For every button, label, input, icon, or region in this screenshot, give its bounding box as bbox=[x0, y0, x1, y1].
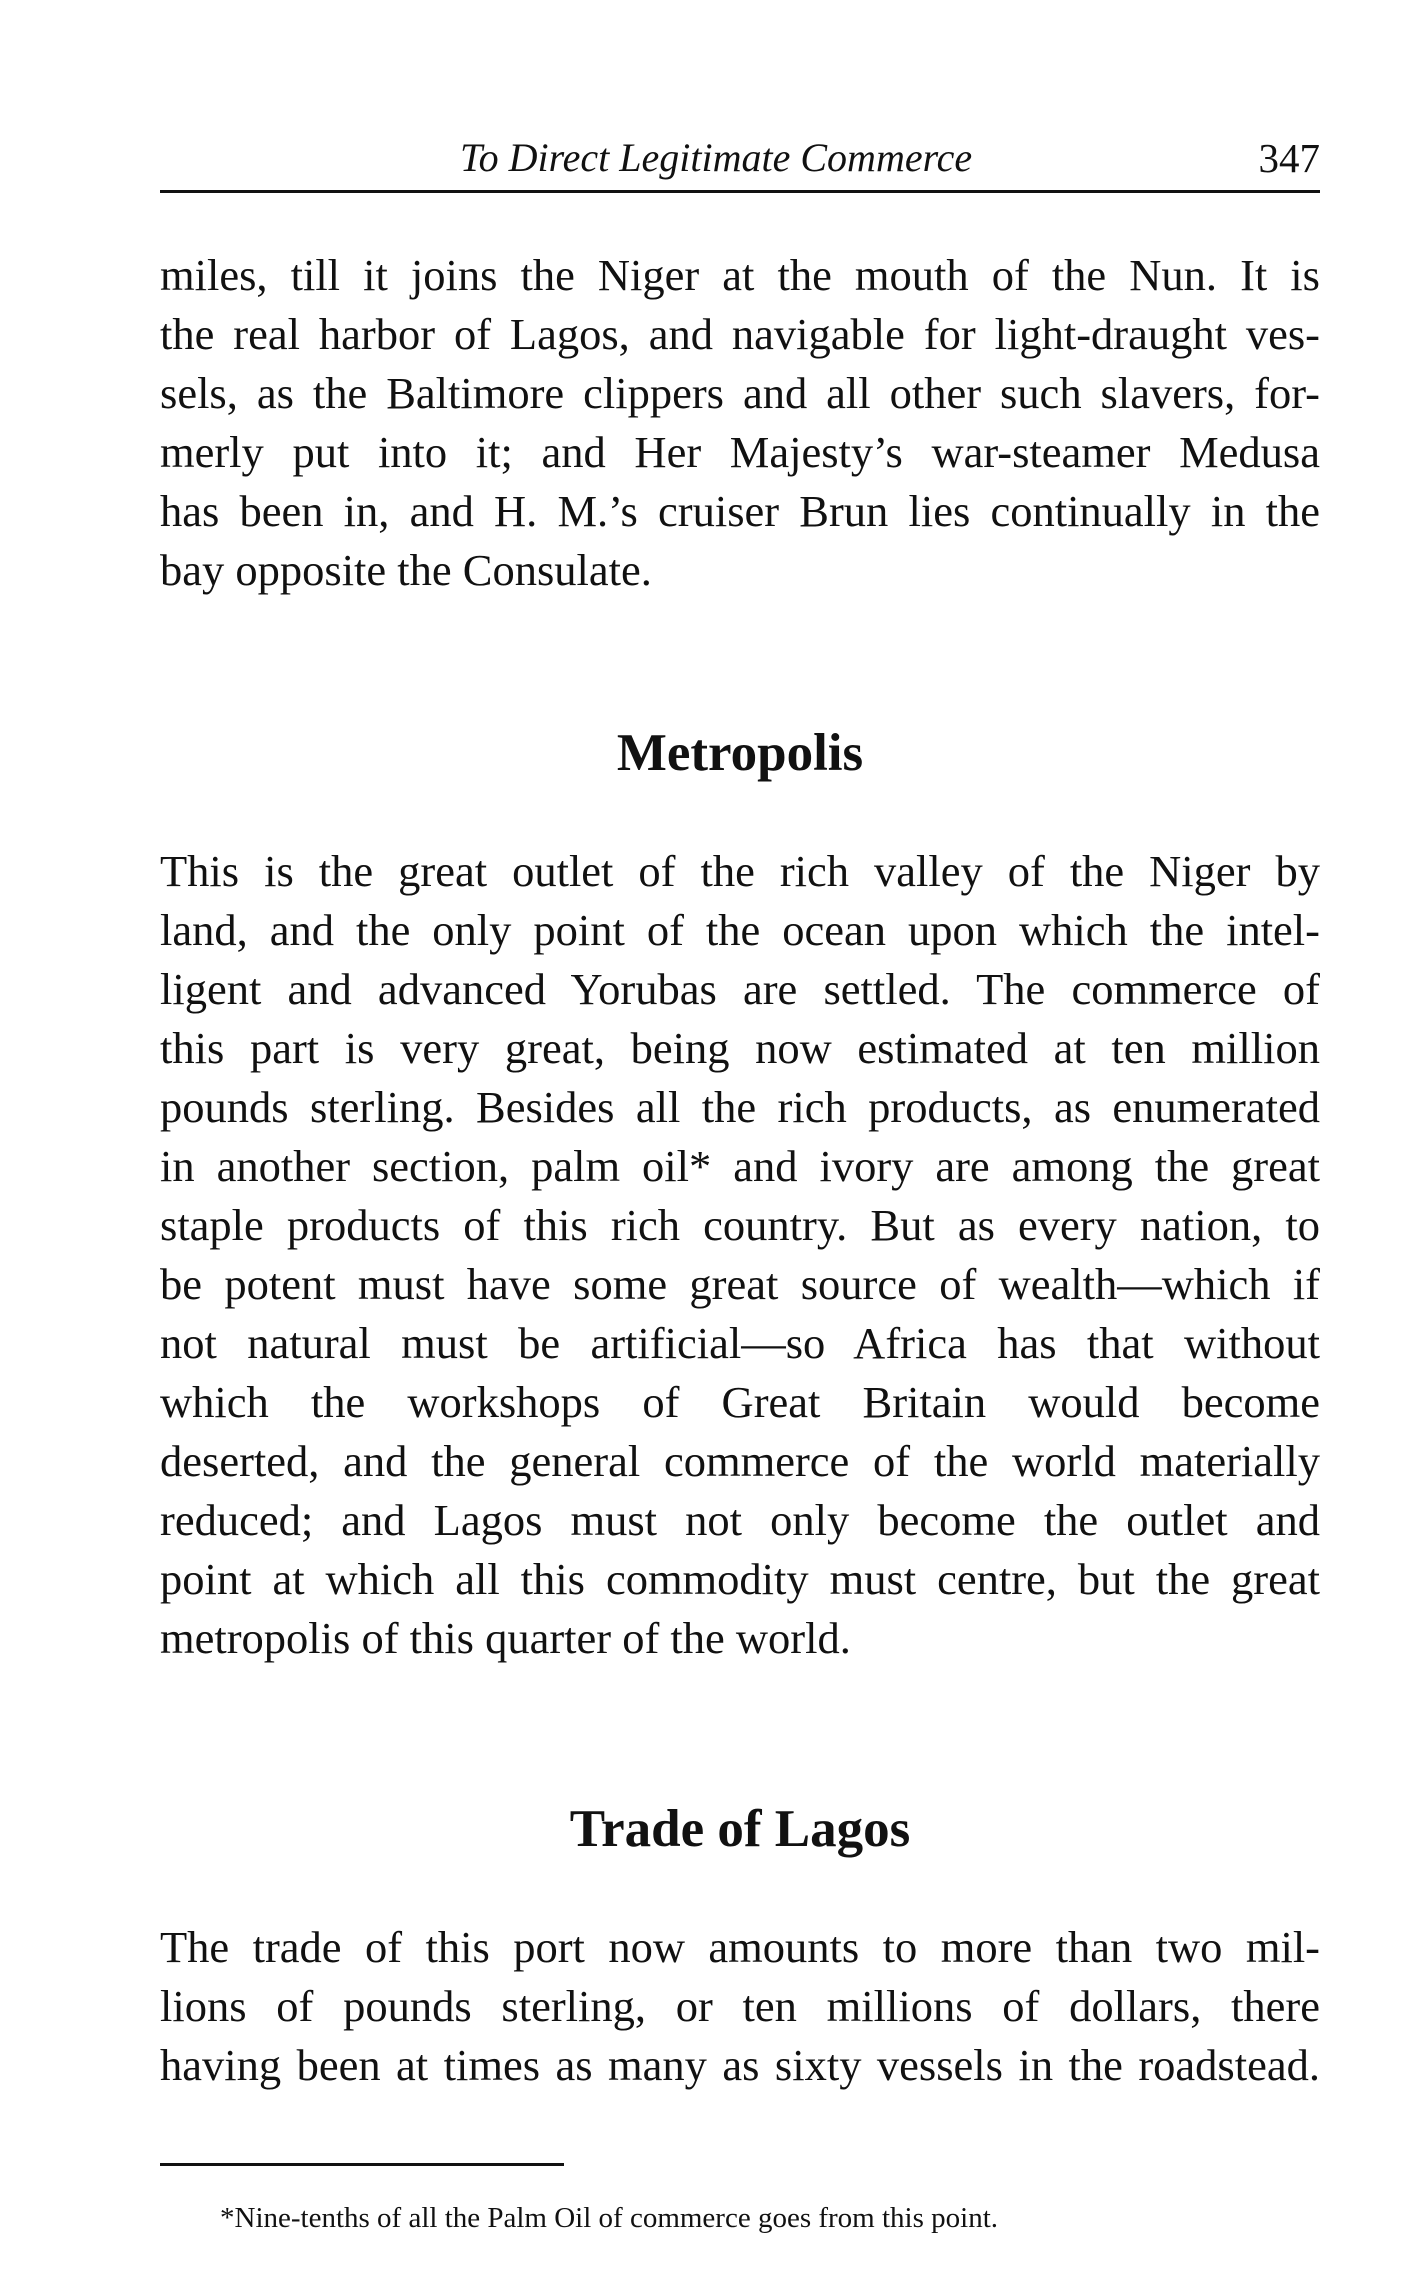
text-line: having been at times as many as sixty vessels in the roadstead. bbox=[160, 2040, 1320, 2090]
page-number: 347 bbox=[1258, 135, 1320, 181]
text-line: be potent must have some great source of wealth—which if bbox=[160, 1259, 1320, 1309]
text-line: the real harbor of Lagos, and navigable for light-draught ves- bbox=[160, 309, 1320, 359]
intro-paragraph bbox=[160, 246, 1320, 600]
text-line: staple products of this rich country. But as every nation, to bbox=[160, 1200, 1320, 1250]
text-line: reduced; and Lagos must not only become the outlet and bbox=[160, 1495, 1320, 1545]
text-line: has been in, and H. M.’s cruiser Brun lies continually in the bbox=[160, 486, 1320, 536]
text-line: this part is very great, being now estimated at ten million bbox=[160, 1023, 1320, 1073]
trade-paragraph bbox=[160, 1918, 1320, 2095]
text-line: lions of pounds sterling, or ten millions of dollars, there bbox=[160, 1981, 1320, 2031]
text-line: in another section, palm oil* and ivory are among the great bbox=[160, 1141, 1320, 1191]
text-line: deserted, and the general commerce of the world materially bbox=[160, 1436, 1320, 1486]
text-line: point at which all this commodity must centre, but the great bbox=[160, 1554, 1320, 1604]
text-line: sels, as the Baltimore clippers and all other such slavers, for- bbox=[160, 368, 1320, 418]
text-line: bay opposite the Consulate. bbox=[160, 545, 652, 595]
section-heading-metropolis: Metropolis bbox=[616, 724, 864, 782]
text-line: which the workshops of Great Britain would become bbox=[160, 1377, 1320, 1427]
metropolis-paragraph bbox=[160, 842, 1320, 1668]
footnote-rule bbox=[160, 2163, 564, 2166]
text-line: This is the great outlet of the rich valley of the Niger by bbox=[160, 846, 1320, 896]
text-line: merly put into it; and Her Majesty’s war-steamer Medusa bbox=[160, 427, 1320, 477]
text-line: metropolis of this quarter of the world. bbox=[160, 1613, 851, 1663]
text-line: pounds sterling. Besides all the rich products, as enumerated bbox=[160, 1082, 1320, 1132]
text-line: miles, till it joins the Niger at the mouth of the Nun. It is bbox=[160, 250, 1320, 300]
text-line: land, and the only point of the ocean upon which the intel- bbox=[160, 905, 1320, 955]
header-rule bbox=[160, 190, 1320, 193]
text-line: not natural must be artificial—so Africa has that without bbox=[160, 1318, 1320, 1368]
running-title: To Direct Legitimate Commerce bbox=[460, 135, 973, 180]
text-line: The trade of this port now amounts to more than two mil- bbox=[160, 1922, 1320, 1972]
section-heading-trade-of-lagos: Trade of Lagos bbox=[569, 1800, 911, 1858]
footnote: *Nine-tenths of all the Palm Oil of commerce goes from this point. bbox=[220, 2202, 999, 2234]
running-head bbox=[160, 128, 1320, 192]
text-line: ligent and advanced Yorubas are settled. The commerce of bbox=[160, 964, 1320, 1014]
